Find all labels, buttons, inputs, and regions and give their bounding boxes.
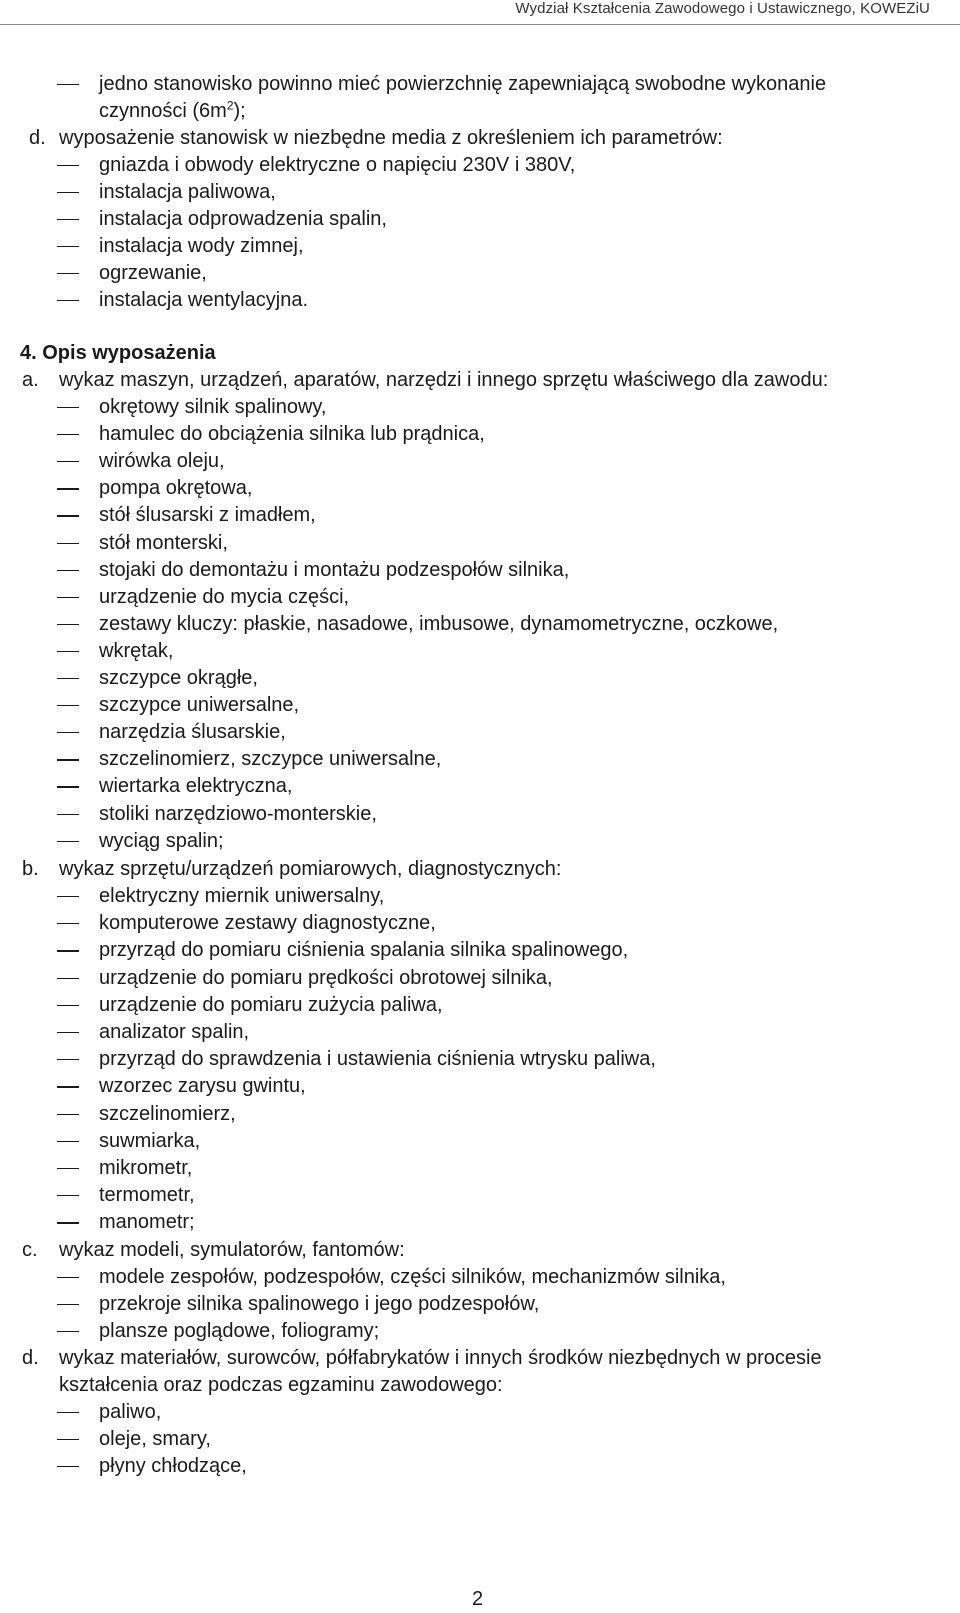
list-item-text: urządzenie do pomiaru prędkości obrotowej silnika, bbox=[99, 966, 553, 989]
dash-bullet bbox=[57, 814, 79, 815]
dash-bullet bbox=[57, 1168, 79, 1169]
dash-bullet bbox=[57, 1412, 79, 1413]
dash-bullet bbox=[57, 732, 79, 733]
dash-bullet bbox=[57, 219, 79, 220]
list-item-text: instalacja odprowadzenia spalin, bbox=[99, 208, 387, 230]
list-item bbox=[0, 909, 960, 937]
dash-bullet bbox=[57, 759, 79, 760]
list-item-text: komputerowe zestawy diagnostyczne, bbox=[99, 912, 436, 935]
list-item bbox=[0, 501, 960, 529]
dash-bullet bbox=[57, 192, 79, 193]
list-item-text: manometr; bbox=[99, 1211, 195, 1234]
dash-bullet bbox=[57, 1114, 79, 1115]
list-item-text: szczelinomierz, bbox=[99, 1102, 236, 1125]
dash-bullet bbox=[57, 488, 79, 489]
list-item-text: szczypce uniwersalne, bbox=[99, 694, 300, 717]
dash-bullet bbox=[57, 841, 79, 842]
dash-bullet bbox=[57, 543, 79, 544]
list-item bbox=[0, 610, 960, 638]
dash-bullet bbox=[57, 624, 79, 625]
list-item bbox=[0, 936, 960, 964]
list-item bbox=[0, 991, 960, 1019]
dash-bullet bbox=[57, 923, 79, 924]
list-item bbox=[0, 1263, 960, 1291]
list-item bbox=[0, 447, 960, 475]
enum-label: d. bbox=[22, 1347, 39, 1369]
list-item bbox=[0, 583, 960, 611]
superscript: 2 bbox=[226, 98, 234, 113]
list-item bbox=[0, 882, 960, 910]
list-item-text: wzorzec zarysu gwintu, bbox=[99, 1075, 306, 1098]
list-item-text: jedno stanowisko powinno mieć powierzchnię zapewniającą swobodne wykonanie bbox=[99, 73, 827, 95]
list-item-text: analizator spalin, bbox=[99, 1021, 250, 1043]
list-item bbox=[0, 420, 960, 448]
dash-bullet bbox=[57, 515, 79, 516]
dash-bullet bbox=[57, 597, 79, 598]
list-item bbox=[0, 178, 960, 206]
enum-item-c bbox=[0, 1236, 960, 1264]
list-item bbox=[0, 1181, 960, 1209]
enum-item-d-continuation bbox=[0, 1371, 960, 1399]
list-item bbox=[0, 205, 960, 233]
enum-item-b bbox=[0, 855, 960, 883]
list-item-text: płyny chłodzące, bbox=[99, 1455, 247, 1477]
list-item-text: stół ślusarski z imadłem, bbox=[99, 504, 316, 527]
list-item bbox=[0, 70, 960, 98]
list-item-text: zestawy kluczy: płaskie, nasadowe, imbusowe, dynamometryczne, oczkowe, bbox=[99, 612, 779, 635]
dash-bullet bbox=[57, 434, 79, 435]
dash-bullet bbox=[57, 1032, 79, 1033]
list-item-text: plansze poglądowe, foliogramy; bbox=[99, 1320, 380, 1342]
list-item bbox=[0, 1398, 960, 1426]
list-item bbox=[0, 691, 960, 719]
list-item bbox=[0, 529, 960, 557]
dash-bullet bbox=[57, 300, 79, 301]
header-divider bbox=[0, 24, 960, 25]
list-item-continuation bbox=[0, 97, 960, 125]
list-item-text: szczelinomierz, szczypce uniwersalne, bbox=[99, 748, 442, 771]
list-item-text: wkrętak, bbox=[99, 639, 174, 662]
dash-bullet bbox=[57, 1331, 79, 1332]
list-item-text: elektryczny miernik uniwersalny, bbox=[99, 885, 385, 907]
list-item-text: wirówka oleju, bbox=[99, 450, 225, 473]
list-item-text: oleje, smary, bbox=[99, 1428, 211, 1450]
list-item-text: stojaki do demontażu i montażu podzespołów silnika, bbox=[99, 558, 570, 581]
list-item bbox=[0, 637, 960, 665]
list-item-text: urządzenie do mycia części, bbox=[99, 585, 350, 608]
dash-bullet bbox=[57, 1277, 79, 1278]
list-item-text: instalacja wody zimnej, bbox=[99, 235, 304, 257]
list-item bbox=[0, 474, 960, 502]
list-item bbox=[0, 827, 960, 855]
dash-bullet bbox=[57, 1439, 79, 1440]
list-item bbox=[0, 259, 960, 287]
list-item bbox=[0, 1317, 960, 1345]
list-item-text: przyrząd do sprawdzenia i ustawienia ciśnienia wtrysku paliwa, bbox=[99, 1048, 656, 1071]
dash-bullet bbox=[57, 1466, 79, 1467]
list-item-text: okrętowy silnik spalinowy, bbox=[99, 396, 327, 418]
list-item-text: stoliki narzędziowo-monterskie, bbox=[99, 802, 377, 825]
page-header bbox=[0, 0, 960, 24]
list-item-text: paliwo, bbox=[99, 1401, 162, 1423]
section-title: 4. Opis wyposażenia bbox=[20, 342, 216, 364]
list-item-text: wiertarka elektryczna, bbox=[99, 775, 293, 798]
enum-text: wykaz modeli, symulatorów, fantomów: bbox=[59, 1239, 405, 1261]
dash-bullet bbox=[57, 1195, 79, 1196]
list-item-text: ogrzewanie, bbox=[99, 262, 207, 284]
list-item bbox=[0, 1045, 960, 1073]
list-item bbox=[0, 718, 960, 746]
dash-bullet bbox=[57, 786, 79, 787]
enum-label: b. bbox=[22, 858, 39, 880]
list-item-text: przekroje silnika spalinowego i jego podzespołów, bbox=[99, 1293, 540, 1315]
list-item-text: instalacja paliwowa, bbox=[99, 181, 276, 203]
list-item-text: narzędzia ślusarskie, bbox=[99, 721, 286, 744]
list-item bbox=[0, 772, 960, 800]
enum-label: d. bbox=[29, 127, 46, 149]
list-item-text: stół monterski, bbox=[99, 531, 228, 554]
list-item bbox=[0, 1072, 960, 1100]
dash-bullet bbox=[57, 461, 79, 462]
section-heading bbox=[0, 339, 960, 367]
list-item-text: modele zespołów, podzespołów, części silników, mechanizmów silnika, bbox=[99, 1266, 726, 1288]
list-item bbox=[0, 1100, 960, 1128]
enum-label: c. bbox=[22, 1239, 38, 1261]
list-item bbox=[0, 745, 960, 773]
dash-bullet bbox=[57, 896, 79, 897]
enum-text: wykaz sprzętu/urządzeń pomiarowych, diagnostycznych: bbox=[59, 858, 562, 880]
list-item-text: szczypce okrągłe, bbox=[99, 667, 258, 689]
list-item bbox=[0, 1208, 960, 1236]
header-text: Wydział Kształcenia Zawodowego i Ustawicznego, KOWEZiU bbox=[515, 0, 930, 17]
dash-bullet bbox=[57, 651, 79, 652]
list-item bbox=[0, 232, 960, 260]
dash-bullet bbox=[57, 407, 79, 408]
list-item bbox=[0, 964, 960, 992]
list-item-text: pompa okrętowa, bbox=[99, 477, 253, 500]
list-item-text: suwmiarka, bbox=[99, 1129, 201, 1152]
list-item bbox=[0, 1154, 960, 1182]
list-item bbox=[0, 286, 960, 314]
list-item bbox=[0, 1290, 960, 1318]
list-item bbox=[0, 556, 960, 584]
list-item-text: urządzenie do pomiaru zużycia paliwa, bbox=[99, 993, 443, 1016]
dash-bullet bbox=[57, 1141, 79, 1142]
list-item bbox=[0, 1452, 960, 1480]
dash-bullet bbox=[57, 1059, 79, 1060]
dash-bullet bbox=[57, 1304, 79, 1305]
list-item-text: hamulec do obciążenia silnika lub prądnica, bbox=[99, 423, 485, 446]
dash-bullet bbox=[57, 570, 79, 571]
dash-bullet bbox=[57, 950, 79, 951]
list-item-text: czynności $(6m^2)$; bbox=[99, 98, 246, 122]
enum-text: kształcenia oraz podczas egzaminu zawodowego: bbox=[59, 1374, 503, 1396]
dash-bullet bbox=[57, 84, 79, 85]
list-item-text: instalacja wentylacyjna. bbox=[99, 289, 308, 311]
enum-item-d bbox=[0, 1344, 960, 1372]
list-item-text: przyrząd do pomiaru ciśnienia spalania silnika spalinowego, bbox=[99, 939, 629, 962]
dash-bullet bbox=[57, 1005, 79, 1006]
dash-bullet bbox=[57, 678, 79, 679]
dash-bullet bbox=[57, 165, 79, 166]
enum-item-a bbox=[0, 366, 960, 394]
list-item bbox=[0, 393, 960, 421]
list-item bbox=[0, 664, 960, 692]
list-item-text: mikrometr, bbox=[99, 1157, 193, 1179]
enum-text: wykaz materiałów, surowców, półfabrykatów i innych środków niezbędnych w procesie bbox=[59, 1347, 822, 1369]
list-item-text: wyciąg spalin; bbox=[99, 829, 224, 852]
dash-bullet bbox=[57, 978, 79, 979]
enum-label: a. bbox=[22, 369, 39, 391]
list-item-text: termometr, bbox=[99, 1184, 195, 1207]
list-item bbox=[0, 1425, 960, 1453]
enum-text: wykaz maszyn, urządzeń, aparatów, narzędzi i innego sprzętu właściwego dla zawodu: bbox=[59, 369, 829, 391]
dash-bullet bbox=[57, 1086, 79, 1087]
list-item bbox=[0, 1127, 960, 1155]
enum-item-d bbox=[0, 124, 960, 152]
dash-bullet bbox=[57, 273, 79, 274]
list-item bbox=[0, 1018, 960, 1046]
list-item bbox=[0, 800, 960, 828]
dash-bullet bbox=[57, 705, 79, 706]
dash-bullet bbox=[57, 1222, 79, 1223]
dash-bullet bbox=[57, 246, 79, 247]
enum-text: wyposażenie stanowisk w niezbędne media z określeniem ich parametrów: bbox=[59, 127, 723, 149]
list-item bbox=[0, 151, 960, 179]
list-item-text: gniazda i obwody elektryczne o napięciu 230V i 380V, bbox=[99, 154, 576, 176]
